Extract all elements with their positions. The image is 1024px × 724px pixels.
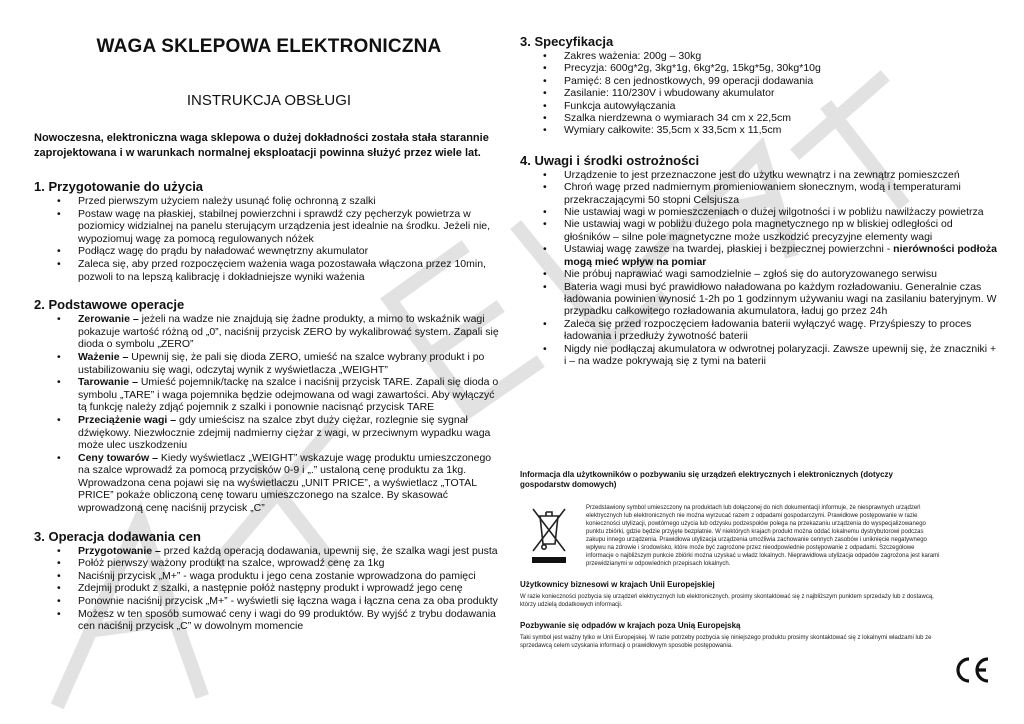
list-item: • Zasilanie: 110/230V i wbudowany akumulator [543,87,1000,99]
list-item [543,343,1000,368]
list-item [57,608,504,633]
list-item [543,281,1000,318]
item-text: Nigdy nie podłączaj akumulatora w odwrotnej polaryzacji. Zawsze upewnij się, że znaczniki + i – na wadze pokrywają się z tymi na baterii [564,342,997,367]
section-heading: 3. Operacja dodawania cen [34,528,201,544]
crossed-out-wheelie-bin-icon [528,504,570,566]
list-item [543,169,1000,181]
list-item [57,313,504,351]
operations-list [34,313,504,515]
price-adding-list [34,545,504,633]
section-heading: 2. Podstawowe operacje [34,297,185,313]
document-title: WAGA SKLEPOWA ELEKTRONICZNA [96,36,442,57]
list-item: • Podłącz wagę do prądu by naładować wewnętrzny akumulator [57,245,504,258]
item-text: Urządzenie to jest przeznaczone jest do użytku wewnątrz i na zewnątrz pomieszczeń [564,168,960,181]
section-basic-operations [34,297,504,515]
section-specification [520,34,1000,137]
item-text: Chroń wagę przed nadmiernym promieniowaniem słonecznym, wodą i temperaturami przekraczającymi 50 stopni Celsjusza [564,181,961,206]
list-item [57,570,504,583]
weee-notice [520,470,940,650]
item-term: Zerowanie – [78,313,139,326]
item-text: Naciśnij przycisk „M+” - waga produktu i jego cena zostanie wprowadzona do pamięci [78,569,476,582]
item-text: Umieść pojemnik/tackę na szalce i naciśnij przycisk TARE. Zapali się dioda o symbolu „TARE” i waga pojemnika będzie odejmowana od wagi zawartości. Aby wyłączyć tą funkcję należy zdjąć pojemnik z szalki i ponownie nacisnąć przycisk TARE [78,376,499,414]
list-item [57,414,504,452]
item-text: Zdejmij produkt z szalki, a następnie połóż następny produkt i wprowadź jego cenę [78,582,463,595]
item-text: Możesz w ten sposób sumować ceny i wagi do 99 produktów. By wyjść z trybu dodawania cen naciśnij przycisk „C” w dowolnym momencie [78,607,496,633]
list-item [57,557,504,570]
eu-business-body: W razie konieczności pozbycia się urządzeń elektrycznych lub elektronicznych, prosimy skontaktować się z najbliższym punktem sprzedaży lub z dostawcą, którzy udzielą dodatkowych informacji. [520,594,934,608]
non-eu-body: Taki symbol jest ważny tylko w Unii Europejskej. W razie potrzeby pozbycia się niniejszego produktu prosimy skontaktować się z lokalnymi władzami lub ze sprzedawcą celem uzyskania informacji o prawidłowym sposobie postępowania. [520,635,932,649]
precautions-list [520,169,1000,368]
item-text: gdy umieścisz na szalce zbyt duży ciężar, rozlegnie się sygnał dźwiękowy. Niezwłocznie zdejmij nadmierny ciężar z wagi, w przeciwnym wypadku waga może ulec uszkodzeniu [78,413,491,452]
section-precautions [520,153,1000,368]
right-column [520,34,1000,367]
list-item: • Funkcja autowyłączania [543,100,1000,112]
list-item [543,181,1000,206]
section-heading: 3. Specyfikacja [520,34,614,49]
item-text: Nie ustawiaj wagi w pomieszczeniach o dużej wilgotności i w pobliżu nawilżaczy powietrza [564,206,984,219]
list-item: • Wymiary całkowite: 35,5cm x 33,5cm x 11,5cm [543,124,1000,136]
item-text: Ponownie naciśnij przycisk „M+” - wyświetli się łączna waga i łączna cena za oba produkty [78,595,498,608]
list-item: • Pamięć: 8 cen jednostkowych, 99 operacji dodawania [543,75,1000,87]
weee-body: Przedstawiony symbol umieszczony na produktach lub dołączonej do nich dokumentacji informuje, że niesprawnych urządzeń elektrycznych lub elektronicznych nie można wyrzucać razem z odpadami gospodarczymi. Prawidłowe postępowanie w razie konieczności utylizacji, powtórnego użycia lub odzysku podzespołów polega na przekazaniu urządzenia do wyspecjalizowanego punktu zbiórki, gdzie będzie przyjęte bezpłatnie. W niektórych krajach produkt można oddać lokalnemu dystrybutorowi podczas zakupu innego urządzenia. Prawidłowa utylizacja urządzenia umożliwia zachowanie cennych zasobów i uniknięcie negatywnego wpływu na zdrowie i środowisko, które może być zagrożone przez nieodpowiednie postępowanie z odpadami. Szczegółowe informacje o najbliższym punkcie zbiórki można uzyskać u władz lokalnych. Nieprawidłowa utylizacja odpadów zagrożona jest karami przewidzianymi w odpowiednich przepisach lokalnych. [586,505,940,567]
item-term: Ceny towarów – [78,451,158,464]
item-text: Kiedy wyświetlacz „WEIGHT” wskazuje wagę produktu umieszczonego na szalce wprowadź za pomocą przycisków 0-9 i „.” ustaloną cenę produktu za 1kg. Wprowadzona cena pojawi się na wyświetlaczu „UNIT PRICE”, a wyświetlacz „TOTAL PRICE” pokaże obliczoną cenę towaru umieszczonego na szalce. By skasować wprowadzoną cenę naciśnij przycisk „C” [78,451,492,515]
section-preparation [34,179,504,283]
list-item [543,206,1000,218]
item-text: Połóż pierwszy ważony produkt na szalce, wprowadź cenę za 1kg [78,557,385,570]
list-item [57,582,504,595]
item-text: jeżeli na wadze nie znajdują się żadne produkty, a mimo to wskaźnik wagi pokazuje wartość różną od „0”, naciśnij przycisk ZERO by wykalibrować system. Zapali się dioda o symbolu „ZERO” [78,313,499,351]
list-item [543,243,1000,268]
list-item: • Zakres ważenia: 200g – 30kg [543,50,1000,62]
list-item: • Postaw wagę na płaskiej, stabilnej powierzchni i sprawdź czy pęcherzyk powietrza w poziomicy widzialnej na panelu sterującym urządzenia jest idealnie na środku. Jeżeli nie, wypoziomuj wagę za pomocą regulowanych nóżek [57,208,504,246]
non-eu-heading: Pozbywanie się odpadów w krajach poza Unią Europejską [520,621,741,630]
list-item: • Zaleca się, aby przed rozpoczęciem ważenia waga pozostawała włączona przez 10min, pozwoli to na lepszą kalibrację i dokładniejsze wyniki ważenia [57,258,504,283]
list-item [57,351,504,376]
ce-mark-icon [952,655,992,685]
document-subtitle: INSTRUKCJA OBSŁUGI [186,92,352,109]
item-text: Ustawiaj wagę zawsze na twardej, płaskiej i bezpiecznej powierzchni - [564,243,894,256]
list-item [543,318,1000,343]
list-item: • Precyzja: 600g*2g, 3kg*1g, 6kg*2g, 15kg*5g, 30kg*10g [543,62,1000,74]
preparation-list [34,195,504,283]
left-column [34,30,504,633]
list-item [543,218,1000,243]
item-text: Nie ustawiaj wagi w pobliżu dużego pola magnetycznego np w bliskiej odległości od głośników – silne pole magnetyczne może uszkodzić precyzyjne elementy wagi [564,218,953,243]
item-text: Bateria wagi musi być prawidłowo naładowana po każdym rozładowaniu. Generalnie czas ładowania powinien wynosić 1-2h po 1 godzinnym używaniu wagi na zasilaniu bateryjnym. W przypadku całkowitego rozładowania akumulatora, ładuj go przez 24h [564,280,997,318]
specification-list [520,50,1000,137]
list-item [57,452,504,515]
intro-paragraph: Nowoczesna, elektroniczna waga sklepowa o dużej dokładności została stała starannie zaprojektowana i w warunkach normalnej eksploatacji powinna służyć przez wiele lat. [34,132,489,159]
list-item [57,376,504,414]
list-item [543,268,1000,280]
eu-business-heading: Użytkownicy biznesowi w krajach Unii Europejskiej [520,580,715,589]
item-term: Ważenie – [78,350,129,363]
item-emphasis: nierówności podłoża mogą mieć wpływ na pomiar [564,243,997,268]
item-text: Upewnij się, że pali się dioda ZERO, umieść na szalce wybrany produkt i po ustabilizowaniu się wagi, odczytaj wynik z wyświetlacza „WEIGHT” [78,350,485,376]
section-price-adding [34,529,504,633]
list-item: • Przed pierwszym użyciem należy usunąć folię ochronną z szalki [57,195,504,208]
item-term: Przygotowanie – [78,544,161,557]
weee-heading: Informacja dla użytkowników o pozbywaniu się urządzeń elektrycznych i elektronicznych (dotyczy gospodarstw domowych) [520,470,893,489]
item-term: Przeciążenie wagi – [78,413,177,426]
list-item: • Szalka nierdzewna o wymiarach 34 cm x 22,5cm [543,112,1000,124]
list-item [57,595,504,608]
item-term: Tarowanie – [78,376,138,389]
section-heading: 1. Przygotowanie do użycia [34,179,204,194]
item-text: Nie próbuj naprawiać wagi samodzielnie – zgłoś się do autoryzowanego serwisu [564,268,937,281]
item-text: Zaleca się przed rozpoczęciem ładowania baterii wyłączyć wagę. Przyśpieszy to proces ładowania i przedłuży żywotność baterii [564,317,972,343]
item-text: przed każdą operacją dodawania, upewnij się, że szalka wagi jest pusta [160,544,498,557]
section-heading: 4. Uwagi i środki ostrożności [520,152,700,168]
list-item [57,545,504,558]
